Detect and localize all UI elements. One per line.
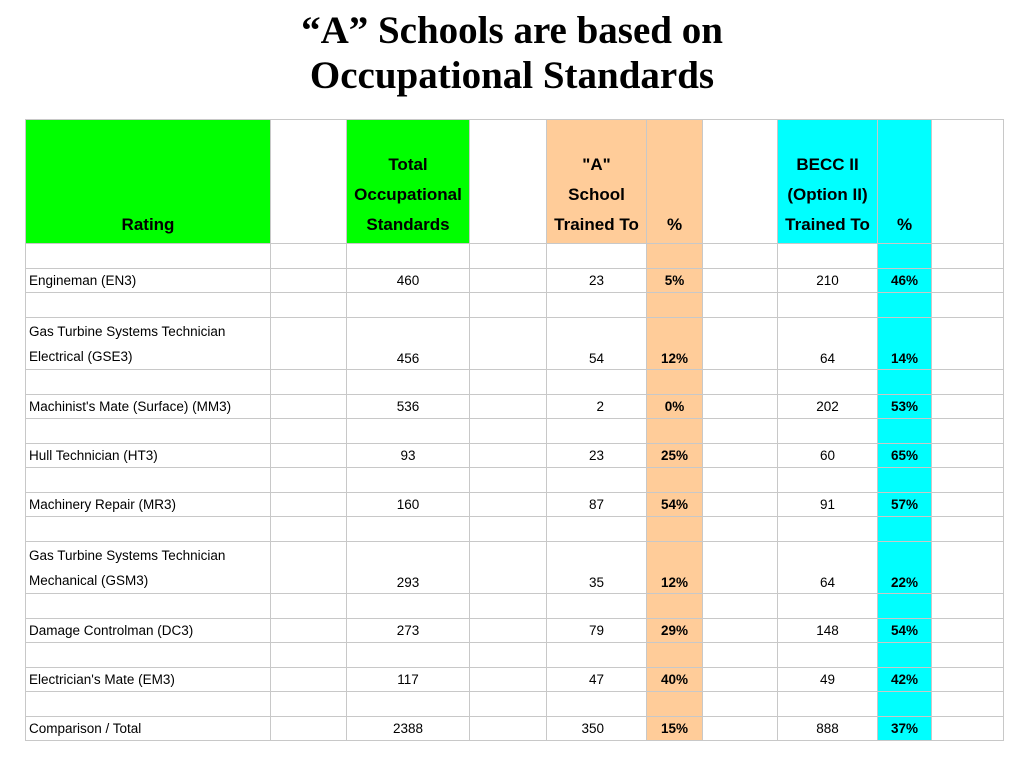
table-row bbox=[26, 269, 1004, 293]
header-becc-trained-to bbox=[778, 120, 878, 244]
a-school-cell: 87 bbox=[547, 493, 647, 517]
a-school-cell: 35 bbox=[547, 542, 647, 594]
becc-cell: 49 bbox=[778, 668, 878, 692]
a-school-cell: 23 bbox=[547, 269, 647, 293]
rating-cell: Machinist's Mate (Surface) (MM3) bbox=[26, 395, 271, 419]
header-a-line-3: Trained To bbox=[554, 215, 639, 234]
header-becc-percent: % bbox=[878, 120, 932, 244]
header-a-line-2: School bbox=[568, 185, 625, 204]
table-row bbox=[26, 318, 1004, 370]
total-cell: 456 bbox=[347, 318, 470, 370]
rating-cell: Hull Technician (HT3) bbox=[26, 444, 271, 468]
a-school-cell: 47 bbox=[547, 668, 647, 692]
header-total-line-1: Total bbox=[388, 155, 428, 174]
spacer-row bbox=[26, 517, 1004, 542]
table-row bbox=[26, 542, 1004, 594]
header-rating: Rating bbox=[26, 120, 271, 244]
a-school-cell: 350 bbox=[547, 717, 647, 741]
becc-cell: 64 bbox=[778, 318, 878, 370]
a-school-cell: 2 bbox=[547, 395, 647, 419]
becc-cell: 210 bbox=[778, 269, 878, 293]
a-school-percent-cell: 12% bbox=[647, 318, 703, 370]
table-row bbox=[26, 668, 1004, 692]
spacer-row bbox=[26, 244, 1004, 269]
header-a-school-trained-to bbox=[547, 120, 647, 244]
header-total-occupational-standards bbox=[347, 120, 470, 244]
a-school-percent-cell: 40% bbox=[647, 668, 703, 692]
becc-percent-cell: 65% bbox=[878, 444, 932, 468]
table-row bbox=[26, 493, 1004, 517]
a-school-cell: 54 bbox=[547, 318, 647, 370]
header-a-line-1: "A" bbox=[582, 155, 611, 174]
spacer-row bbox=[26, 643, 1004, 668]
becc-cell: 148 bbox=[778, 619, 878, 643]
table-row bbox=[26, 444, 1004, 468]
header-empty bbox=[932, 120, 1004, 244]
rating-cell: Damage Controlman (DC3) bbox=[26, 619, 271, 643]
rating-cell: Comparison / Total bbox=[26, 717, 271, 741]
spacer-row bbox=[26, 370, 1004, 395]
a-school-percent-cell: 15% bbox=[647, 717, 703, 741]
spacer-row bbox=[26, 692, 1004, 717]
a-school-percent-cell: 0% bbox=[647, 395, 703, 419]
table-row bbox=[26, 619, 1004, 643]
header-empty bbox=[703, 120, 778, 244]
becc-percent-cell: 42% bbox=[878, 668, 932, 692]
rating-line-2: Electrical (GSE3) bbox=[29, 348, 133, 364]
rating-cell: Engineman (EN3) bbox=[26, 269, 271, 293]
becc-percent-cell: 22% bbox=[878, 542, 932, 594]
a-school-percent-cell: 12% bbox=[647, 542, 703, 594]
header-row bbox=[26, 120, 1004, 244]
becc-percent-cell: 46% bbox=[878, 269, 932, 293]
rating-line-1: Gas Turbine Systems Technician bbox=[29, 547, 226, 563]
total-cell: 460 bbox=[347, 269, 470, 293]
a-school-percent-cell: 5% bbox=[647, 269, 703, 293]
rating-cell bbox=[26, 542, 271, 594]
becc-percent-cell: 57% bbox=[878, 493, 932, 517]
becc-percent-cell: 53% bbox=[878, 395, 932, 419]
a-school-percent-cell: 54% bbox=[647, 493, 703, 517]
total-cell: 293 bbox=[347, 542, 470, 594]
header-becc-line-1: BECC II bbox=[796, 155, 859, 174]
slide-title-line-1: “A” Schools are based on bbox=[301, 9, 723, 52]
slide-title-line-2: Occupational Standards bbox=[309, 54, 715, 97]
spacer-row bbox=[26, 419, 1004, 444]
rating-cell: Electrician's Mate (EM3) bbox=[26, 668, 271, 692]
slide-title bbox=[0, 8, 1024, 98]
becc-percent-cell: 54% bbox=[878, 619, 932, 643]
header-empty bbox=[470, 120, 547, 244]
becc-cell: 64 bbox=[778, 542, 878, 594]
total-cell: 536 bbox=[347, 395, 470, 419]
rating-cell bbox=[26, 318, 271, 370]
spacer-row bbox=[26, 468, 1004, 493]
total-cell: 117 bbox=[347, 668, 470, 692]
becc-cell: 91 bbox=[778, 493, 878, 517]
table-row-total bbox=[26, 717, 1004, 741]
header-total-line-3: Standards bbox=[366, 215, 450, 234]
header-empty bbox=[271, 120, 347, 244]
header-becc-line-2: (Option II) bbox=[787, 185, 868, 204]
becc-cell: 60 bbox=[778, 444, 878, 468]
a-school-cell: 79 bbox=[547, 619, 647, 643]
becc-percent-cell: 14% bbox=[878, 318, 932, 370]
rating-line-1: Gas Turbine Systems Technician bbox=[29, 323, 226, 339]
spacer-row bbox=[26, 594, 1004, 619]
header-total-line-2: Occupational bbox=[354, 185, 462, 204]
header-becc-line-3: Trained To bbox=[785, 215, 870, 234]
a-school-percent-cell: 29% bbox=[647, 619, 703, 643]
rating-cell: Machinery Repair (MR3) bbox=[26, 493, 271, 517]
total-cell: 2388 bbox=[347, 717, 470, 741]
total-cell: 160 bbox=[347, 493, 470, 517]
rating-line-2: Mechanical (GSM3) bbox=[29, 572, 149, 588]
total-cell: 93 bbox=[347, 444, 470, 468]
becc-percent-cell: 37% bbox=[878, 717, 932, 741]
becc-cell: 888 bbox=[778, 717, 878, 741]
a-school-percent-cell: 25% bbox=[647, 444, 703, 468]
spacer-row bbox=[26, 293, 1004, 318]
total-cell: 273 bbox=[347, 619, 470, 643]
table-row bbox=[26, 395, 1004, 419]
occupational-standards-table bbox=[25, 119, 1004, 741]
header-a-school-percent: % bbox=[647, 120, 703, 244]
becc-cell: 202 bbox=[778, 395, 878, 419]
a-school-cell: 23 bbox=[547, 444, 647, 468]
